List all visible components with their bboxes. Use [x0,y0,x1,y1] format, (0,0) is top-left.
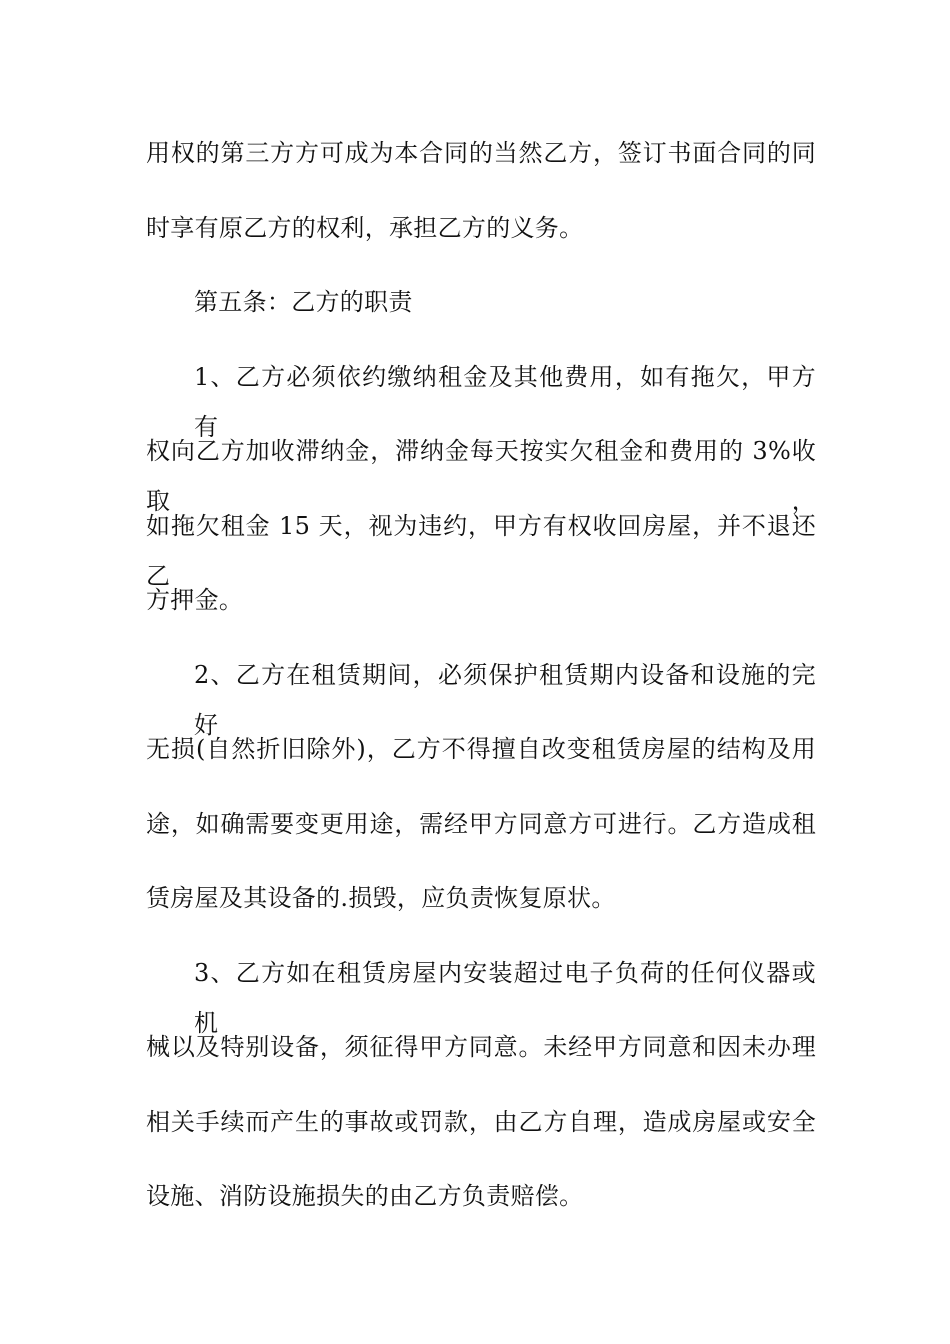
text-line: 如拖欠租金 15 天，视为违约，甲方有权收回房屋，并不退还乙 [146,511,816,590]
text-line: 权向乙方加收滞纳金，滞纳金每天按实欠租金和费用的 3%收取， [146,437,816,515]
text-line: 械以及特别设备，须征得甲方同意。未经甲方同意和因未办理 [146,1033,816,1061]
section-heading: 第五条：乙方的职责 [194,288,413,316]
text-line: 3、乙方如在租赁房屋内安装超过电子负荷的任何仪器或机 [194,958,816,1037]
text-line: 用权的第三方方可成为本合同的当然乙方，签订书面合同的同 [146,139,816,167]
text-line: 相关手续而产生的事故或罚款，由乙方自理，造成房屋或安全 [146,1107,816,1136]
text-line: 无损(自然折旧除外)，乙方不得擅自改变租赁房屋的结构及用 [146,735,816,763]
document-body [146,128,816,1246]
text-line: 途，如确需要变更用途，需经甲方同意方可进行。乙方造成租 [146,809,816,838]
text-line: 方押金。 [146,586,244,614]
text-line: 赁房屋及其设备的.损毁，应负责恢复原状。 [146,884,616,912]
text-line: 时享有原乙方的权利，承担乙方的义务。 [146,213,584,242]
text-line: 1、乙方必须依约缴纳租金及其他费用，如有拖欠，甲方有 [194,362,816,441]
text-line: 2、乙方在租赁期间，必须保护租赁期内设备和设施的完好 [194,660,816,739]
text-line: 设施、消防设施损失的由乙方负责赔偿。 [146,1182,584,1210]
